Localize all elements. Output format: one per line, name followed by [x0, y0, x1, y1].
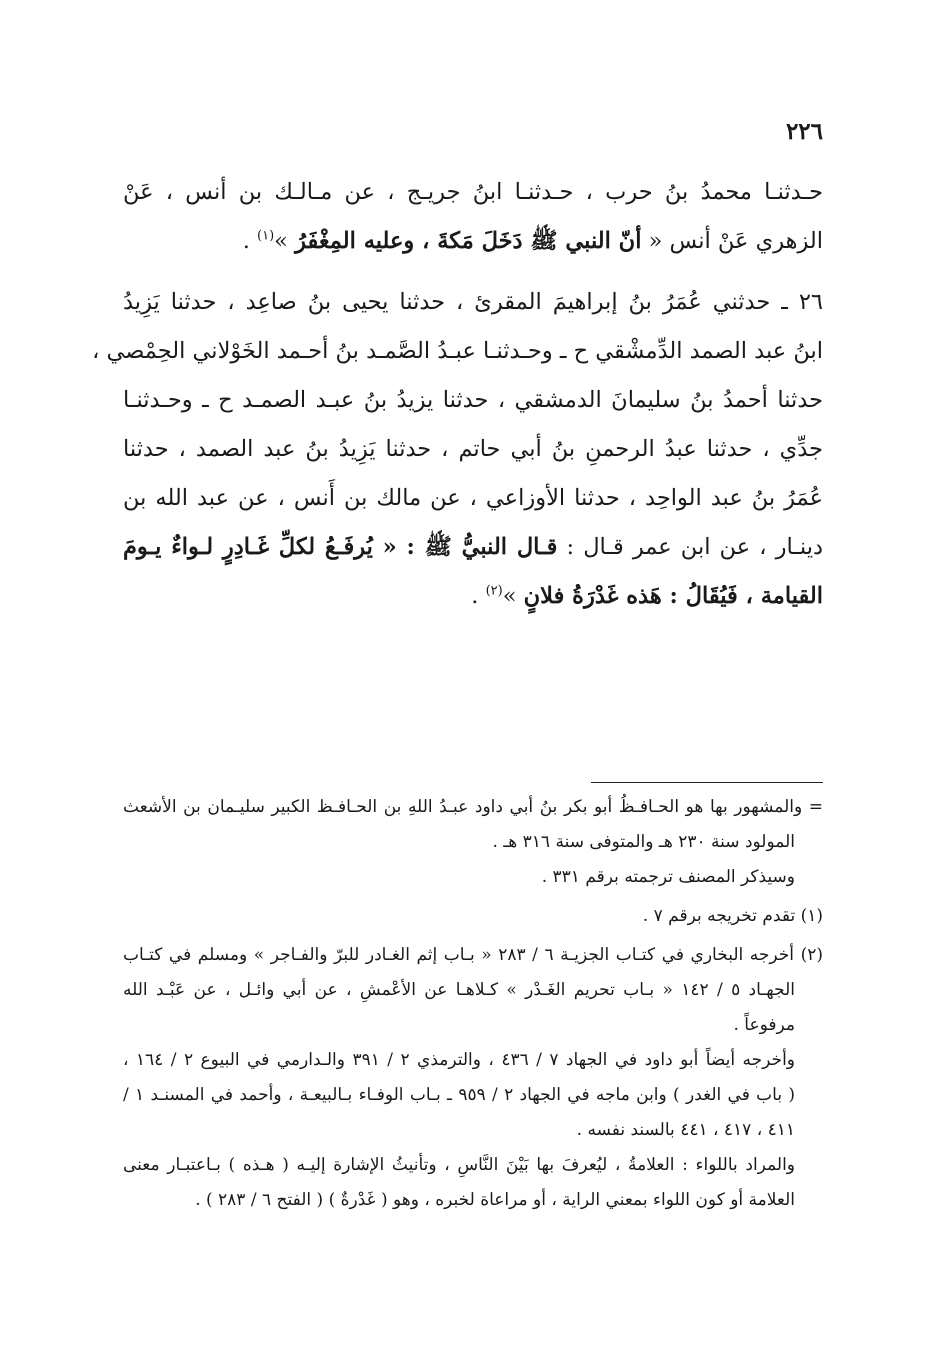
- footnote-line: وسيذكر المصنف ترجمته برقم ٣٣١ .: [541, 867, 795, 887]
- text-line: [123, 572, 823, 621]
- text-segment: دينـار ، عن ابن عمر قـال :: [557, 534, 823, 560]
- hadith-paragraph-26: [92, 278, 823, 621]
- hadith-matn: القيامة ، فَيُقَالُ : هَذه غَدْرَةُ فلانٍ: [523, 583, 823, 609]
- page-number: ٢٢٦: [785, 118, 823, 145]
- text-line: ابنُ عبد الصمد الدِّمشْقي ح ـ وحـدثنـا عبـدُ الصَّمـد بنُ أحـمد الخَوْلاني الحِمْصي ،: [92, 338, 823, 364]
- hadith-matn: أنّ النبي ﷺ دَخَلَ مَكةَ ، وعليه المِغْفَرُ: [295, 228, 642, 254]
- main-text: [92, 168, 823, 621]
- footnote-1: [123, 899, 823, 934]
- text-segment: .: [471, 583, 486, 609]
- footnote-line: ٤١١ ، ٤١٧ ، ٤٤١ بالسند نفسه .: [576, 1120, 795, 1140]
- footnote-marker[interactable]: (١): [257, 228, 275, 244]
- footnote-line: الجهـاد ٥ / ١٤٢ « بـاب تحريم الغَـدْر » كـلاهـا عن الأعْمشِ ، عن أبي وائـل ، عن عَبْـد الله: [123, 980, 795, 1000]
- text-line: جدِّي ، حدثنا عبدُ الرحمنِ بنُ أبي حاتم ، حدثنا يَزِيدُ بنُ عبد الصمد ، حدثنا: [123, 436, 823, 462]
- footnote-continuation: [123, 790, 823, 895]
- text-line: [123, 523, 823, 572]
- footnote-line: وأخرجه أيضاً أبو داود في الجهاد ٧ / ٤٣٦ ، والترمذي ٢ / ٣٩١ والـدارمي في البيوع ٢ / ١٦٤ ،: [123, 1050, 795, 1070]
- hadith-matn: قـال النبيُّ ﷺ : « يُرفَـعُ لكلِّ غَـادِرٍ لـواءٌ يـومَ: [123, 534, 558, 560]
- footnote-line: = والمشهور بها هو الحـافـظُ أبو بكر بنُ أبي داود عبـدُ اللهِ بن الحـافـظ الكبير سليـمان بن الأشعث: [123, 797, 823, 817]
- footnote-line: والمراد باللواء : العلامةُ ، ليُعرفَ بها بَيْنَ النَّاسِ ، وتأنيثُ الإشارة إليـه ( هـذه ) بـاعتبـار معنى: [123, 1155, 795, 1175]
- text-line: حدثنا أحمدُ بنُ سليمانَ الدمشقي ، حدثنا يزيدُ بنُ عبـد الصمـد ح ـ وحـدثنـا: [123, 387, 823, 413]
- text-line: ٢٦ ـ حدثني عُمَرُ بنُ إبراهيمَ المقرئ ، حدثنا يحيى بنُ صاعِد ، حدثنا يَزِيدُ: [123, 289, 823, 315]
- footnote-line: ( باب في الغدر ) وابن ماجه في الجهاد ٢ / ٩٥٩ ـ بـاب الوفـاء بـالبيعـة ، وأحمد في المسنـد ١ /: [123, 1085, 795, 1105]
- footnote-marker[interactable]: (٢): [485, 583, 503, 599]
- text-line: [123, 217, 823, 266]
- footnote-line: العلامة أو كون اللواء بمعني الراية ، أو مراعاة لخبره ، وهو ( غَدْرةٌ ) ( الفتح ٦ / ٢٨٣ ) .: [195, 1190, 795, 1210]
- footnote-separator: [591, 782, 823, 783]
- footnote-line: (١) تقدم تخريجه برقم ٧ .: [642, 906, 823, 926]
- hadith-paragraph-1: [123, 168, 823, 266]
- footnote-line: مرفوعاً .: [733, 1015, 795, 1035]
- footnotes: [123, 790, 823, 1218]
- text-segment: الزهري عَنْ أنس «: [641, 228, 823, 254]
- footnote-line: (٢) أخرجه البخاري في كتـاب الجزيـة ٦ / ٢٨٣ « بـاب إثم الغـادر للبرّ والفـاجر » ومسلم في كتـاب: [123, 945, 823, 965]
- text-segment: »: [274, 228, 296, 254]
- text-line: حـدثنـا محمدُ بنُ حرب ، حـدثنـا ابنُ جريـج ، عن مـالـك بن أنس ، عَنْ: [123, 179, 823, 205]
- footnote-line: المولود سنة ٢٣٠ هـ والمتوفى سنة ٣١٦ هـ .: [492, 832, 795, 852]
- text-segment: .: [242, 228, 258, 254]
- text-segment: »: [502, 583, 524, 609]
- text-line: عُمَرُ بنُ عبد الواحِد ، حدثنا الأوزاعي ، عن مالك بن أَنس ، عن عبد الله بن: [123, 485, 823, 511]
- footnote-2: [123, 938, 823, 1218]
